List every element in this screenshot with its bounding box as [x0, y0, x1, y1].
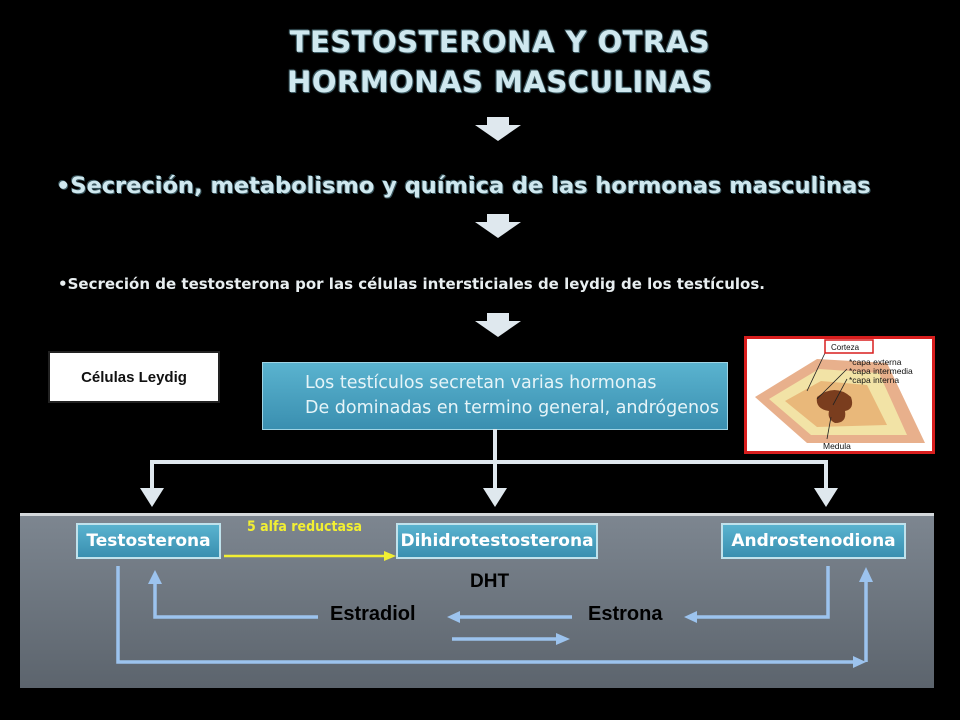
title-line-2: HORMONAS MASCULINAS [287, 65, 713, 99]
androstenodiona-label: Androstenodiona [731, 531, 896, 551]
estradiol-label: Estradiol [330, 603, 416, 625]
info-line-1: Los testículos secretan varias hormonas [305, 373, 657, 393]
cortex-label: Corteza [831, 343, 860, 352]
dihidrotestosterona-label: Dihidrotestosterona [400, 531, 594, 551]
subtitle-leydig: •Secreción de testosterona por las células intersticiales de leydig de los testículos. [58, 275, 765, 293]
androstenodiona-box [721, 523, 906, 559]
subtitle-secrecion: •Secreción, metabolismo y química de las hormonas masculinas [56, 173, 871, 199]
layer-label: *capa intermedia [849, 366, 913, 376]
arrowhead-icon [384, 551, 396, 561]
info-line-2: De dominadas en termino general, andrógenos [305, 398, 719, 418]
leydig-cells-label: Células Leydig [81, 368, 187, 386]
dihidrotestosterona-box [396, 523, 598, 559]
testosterona-box [76, 523, 221, 559]
title-line-1: TESTOSTERONA Y OTRAS [289, 25, 711, 59]
testosterona-label: Testosterona [86, 531, 211, 551]
layer-label: *capa interna [849, 375, 900, 385]
estrona-label: Estrona [588, 603, 663, 625]
down-arrow-icon [140, 488, 838, 507]
branch-lines [152, 431, 826, 492]
enzyme-label: 5 alfa reductasa [247, 519, 363, 535]
medulla-label: Medula [823, 441, 851, 451]
layer-label: *capa externa [849, 357, 902, 367]
dht-label: DHT [470, 571, 510, 592]
